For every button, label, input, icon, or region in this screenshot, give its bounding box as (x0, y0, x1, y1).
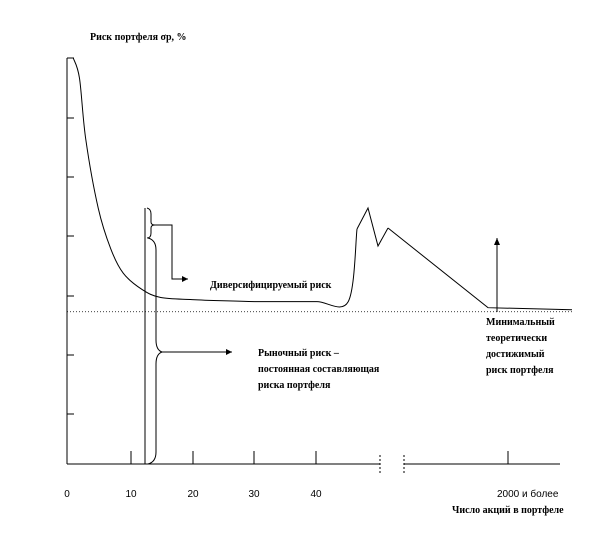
x-tick-label-3: 30 (248, 489, 260, 500)
min-risk-label-3: достижимый (486, 349, 545, 360)
min-risk-label-2: теоретически (486, 333, 548, 344)
min-risk-arrowhead (494, 238, 500, 245)
x-tick-label-1: 10 (125, 489, 137, 500)
risk-curve-left (73, 58, 357, 307)
market-risk-brace (148, 238, 162, 464)
y-axis-ticks (67, 58, 74, 414)
x-tick-label-4: 40 (310, 489, 322, 500)
market-risk-label-2: постоянная составляющая (258, 364, 380, 375)
diversifiable-risk-arrow (155, 225, 188, 279)
min-risk-label-4: риск портфеля (486, 365, 554, 376)
diversifiable-risk-label: Диверсифицируемый риск (210, 280, 332, 291)
risk-curve-right (388, 228, 572, 310)
y-axis-title: Риск портфеля σp, % (90, 32, 187, 43)
diversifiable-risk-brace (147, 208, 155, 238)
x-axis-ticks (64, 451, 559, 500)
risk-curve-break-symbol (357, 208, 388, 246)
market-risk-label-1: Рыночный риск – (258, 348, 339, 359)
market-risk-arrowhead (226, 349, 232, 355)
x-tick-label-5: 2000 и более (497, 489, 559, 500)
market-risk-label-3: риска портфеля (258, 380, 331, 391)
x-tick-label-2: 20 (187, 489, 199, 500)
min-risk-label-1: Минимальный (486, 317, 555, 328)
x-tick-label-0: 0 (64, 489, 70, 500)
x-axis-title: Число акций в портфеле (452, 505, 564, 516)
diversifiable-risk-arrowhead (182, 276, 188, 282)
